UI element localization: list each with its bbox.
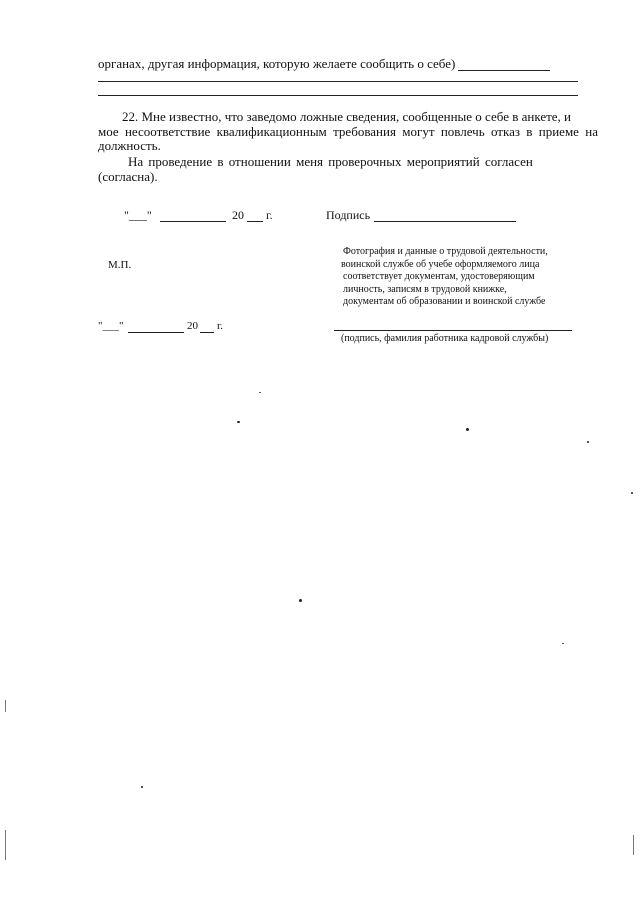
date-quote: "___" bbox=[124, 208, 152, 222]
blank-line-2 bbox=[98, 95, 578, 96]
hr-date-year-blank bbox=[200, 332, 214, 333]
note-line2: воинской службе об учебе оформляемого лица bbox=[341, 259, 540, 270]
consent-line2: (согласна). bbox=[98, 169, 158, 184]
scan-edge-mark bbox=[5, 830, 6, 860]
scan-speck bbox=[237, 421, 240, 423]
hr-signature-caption: (подпись, фамилия работника кадровой службы) bbox=[341, 333, 549, 344]
note-line5: документам об образовании и воинской службе bbox=[343, 296, 546, 307]
hr-signature-line bbox=[334, 330, 572, 331]
note-line3: соответствует документам, удостоверяющим bbox=[343, 271, 535, 282]
scan-speck bbox=[259, 392, 261, 393]
scan-speck bbox=[587, 441, 589, 443]
date-month-blank bbox=[160, 221, 226, 222]
signature-blank bbox=[374, 221, 516, 222]
stamp-label: М.П. bbox=[108, 259, 132, 271]
date-year-prefix: 20 bbox=[232, 208, 244, 222]
blank-line-1 bbox=[98, 81, 578, 82]
hr-date-year-suffix: г. bbox=[217, 320, 224, 332]
item22-line3: должность. bbox=[98, 138, 161, 153]
item22-line1: 22. Мне известно, что заведомо ложные сведения, сообщенные о себе в анкете, и bbox=[122, 109, 571, 124]
hr-date-month-blank bbox=[128, 332, 184, 333]
hr-date-year-prefix: 20 bbox=[187, 320, 198, 332]
scan-speck bbox=[631, 492, 633, 494]
note-line1: Фотография и данные о трудовой деятельности, bbox=[343, 246, 548, 257]
signature-label: Подпись bbox=[326, 208, 371, 222]
consent-line1: На проведение в отношении меня проверочных мероприятий согласен bbox=[128, 154, 533, 169]
scan-speck bbox=[299, 599, 302, 602]
scan-speck bbox=[562, 643, 564, 644]
intro-blank-line bbox=[458, 70, 550, 71]
item22-line2: мое несоответствие квалификационным требования могут повлечь отказ в приеме на bbox=[98, 124, 598, 139]
scan-edge-mark bbox=[633, 835, 634, 855]
scan-edge-mark bbox=[5, 700, 6, 712]
hr-date-quote: "___" bbox=[98, 320, 124, 332]
scan-speck bbox=[466, 428, 469, 431]
date-year-blank bbox=[247, 221, 263, 222]
note-line4: личность, записям в трудовой книжке, bbox=[343, 284, 507, 295]
intro-line: органах, другая информация, которую желаете сообщить о себе) bbox=[98, 56, 456, 71]
date-year-suffix: г. bbox=[266, 208, 273, 222]
scan-speck bbox=[141, 786, 143, 788]
